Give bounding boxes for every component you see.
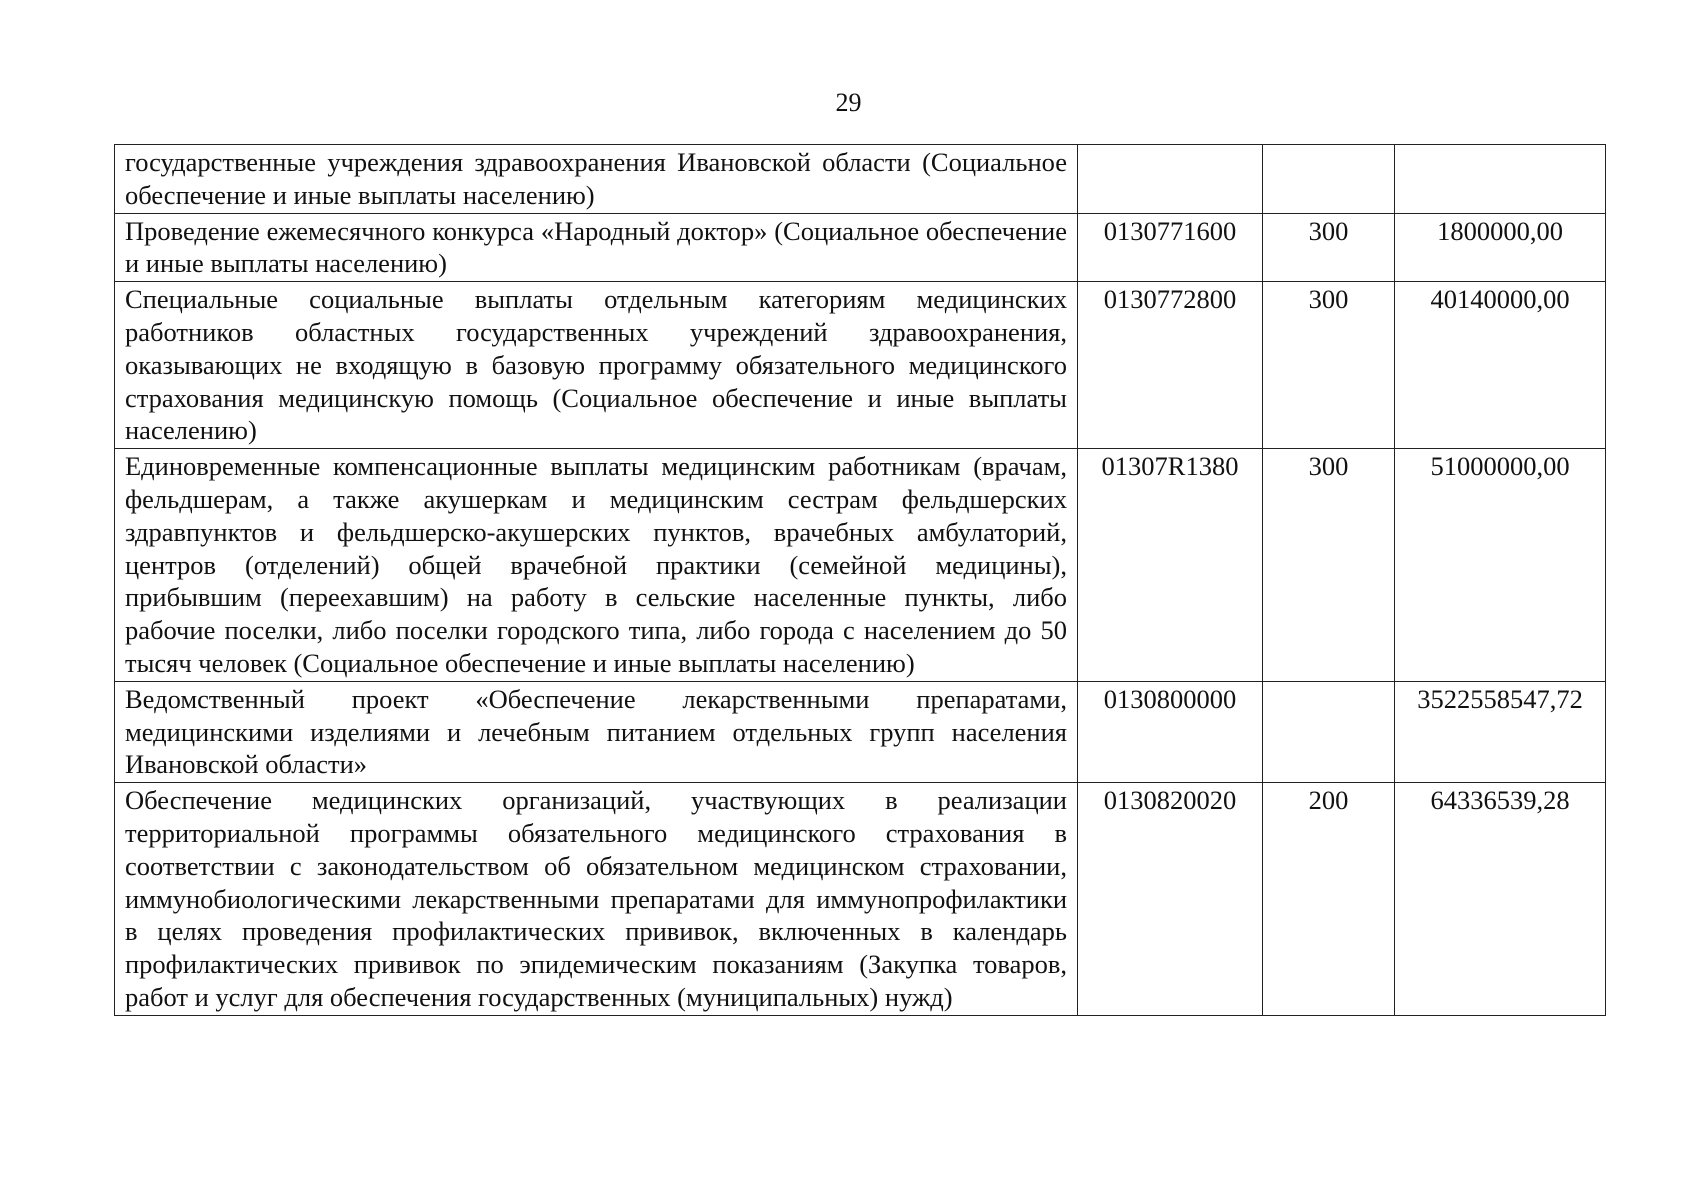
row-amount: 3522558547,72	[1395, 681, 1606, 782]
row-amount: 40140000,00	[1395, 282, 1606, 449]
row-expense-type: 200	[1263, 783, 1395, 1016]
row-expense-type: 300	[1263, 449, 1395, 682]
row-amount: 1800000,00	[1395, 213, 1606, 282]
row-expense-type	[1263, 145, 1395, 214]
row-target-code	[1078, 145, 1263, 214]
row-amount	[1395, 145, 1606, 214]
row-target-code: 01307R1380	[1078, 449, 1263, 682]
table-row	[115, 681, 1606, 782]
table-row	[115, 145, 1606, 214]
row-amount: 64336539,28	[1395, 783, 1606, 1016]
row-description: Ведомственный проект «Обеспечение лекарственными препаратами, медицинскими изделиями и лечебным питанием отдельных групп населения Ивановской области»	[115, 681, 1078, 782]
row-description: Обеспечение медицинских организаций, участвующих в реализации территориальной программы обязательного медицинского страхования в соответствии с законодательством об обязательном медицинском страховании, иммунобиологическими лекарственными препаратами для иммунопрофилактики в целях проведения профилактических прививок, включенных в календарь профилактических прививок по эпидемическим показаниям (Закупка товаров, работ и услуг для обеспечения государственных (муниципальных) нужд)	[115, 783, 1078, 1016]
row-expense-type	[1263, 681, 1395, 782]
page-number: 29	[835, 88, 862, 117]
row-description: Проведение ежемесячного конкурса «Народный доктор» (Социальное обеспечение и иные выплаты населению)	[115, 213, 1078, 282]
budget-table	[114, 144, 1606, 1016]
row-description: Специальные социальные выплаты отдельным категориям медицинских работников областных государственных учреждений здравоохранения, оказывающих не входящую в базовую программу обязательного медицинского страхования медицинскую помощь (Социальное обеспечение и иные выплаты населению)	[115, 282, 1078, 449]
row-amount: 51000000,00	[1395, 449, 1606, 682]
row-target-code: 0130771600	[1078, 213, 1263, 282]
table-row	[115, 213, 1606, 282]
row-description: Единовременные компенсационные выплаты медицинским работникам (врачам, фельдшерам, а также акушеркам и медицинским сестрам фельдшерских здравпунктов и фельдшерско-акушерских пунктов, врачебных амбулаторий, центров (отделений) общей врачебной практики (семейной медицины), прибывшим (переехавшим) на работу в сельские населенные пункты, либо рабочие поселки, либо поселки городского типа, либо города с населением до 50 тысяч человек (Социальное обеспечение и иные выплаты населению)	[115, 449, 1078, 682]
row-target-code: 0130772800	[1078, 282, 1263, 449]
row-description: государственные учреждения здравоохранения Ивановской области (Социальное обеспечение и иные выплаты населению)	[115, 145, 1078, 214]
row-expense-type: 300	[1263, 213, 1395, 282]
row-target-code: 0130820020	[1078, 783, 1263, 1016]
row-target-code: 0130800000	[1078, 681, 1263, 782]
table-row	[115, 449, 1606, 682]
table-row	[115, 282, 1606, 449]
row-expense-type: 300	[1263, 282, 1395, 449]
table-row	[115, 783, 1606, 1016]
